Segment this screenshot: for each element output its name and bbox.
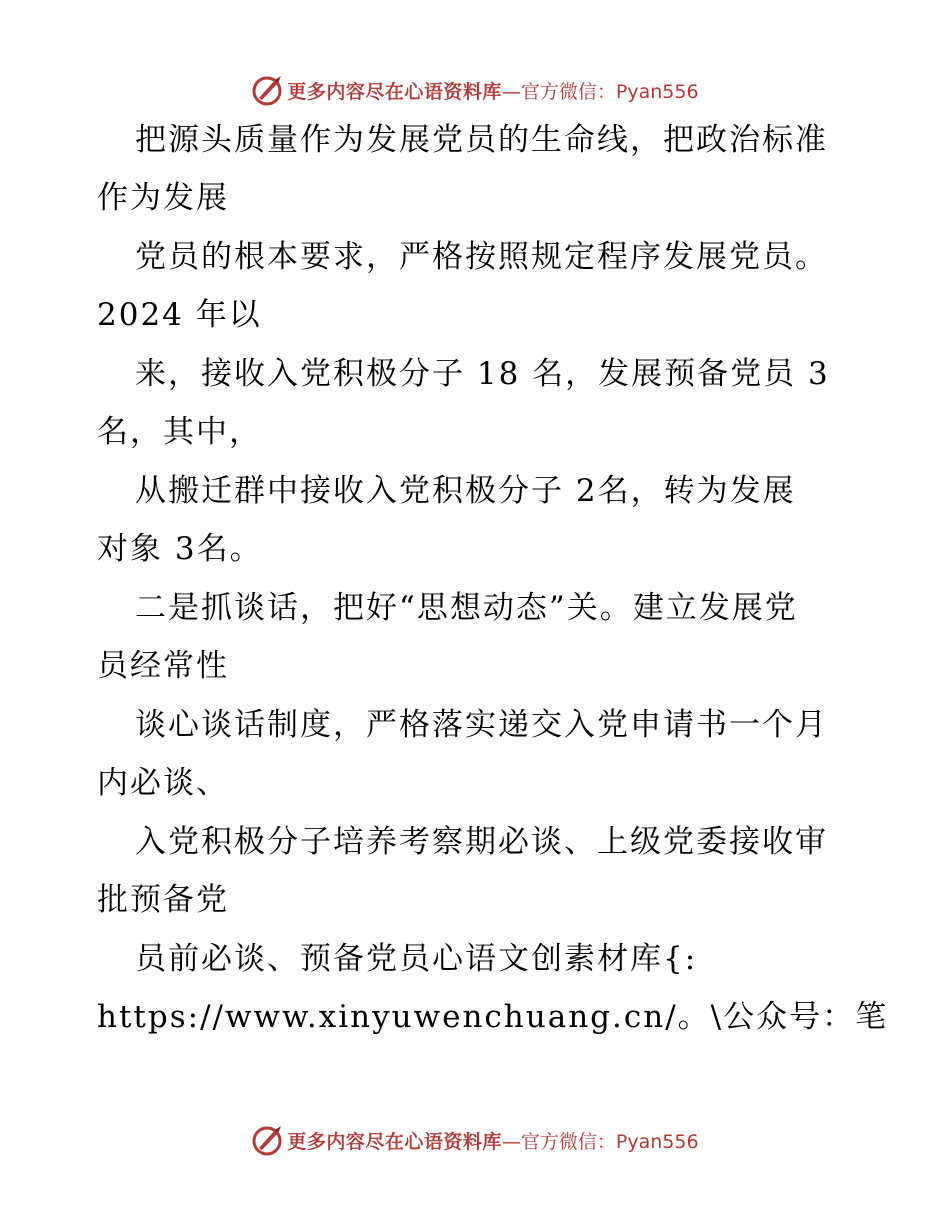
text-line: 员前必谈、预备党员心语文创素材库{: (135, 941, 698, 977)
text-line-url: https://www.xinyuwenchuang.cn/。\公众号：笔 (97, 999, 889, 1035)
header-brand-text: 更多内容尽在心语资料库 (287, 80, 502, 103)
footer-brand-text: 更多内容尽在心语资料库 (287, 1130, 502, 1153)
footer-banner (0, 1120, 950, 1160)
text-line: 入党积极分子培养考察期必谈、上级党委接收审 (135, 824, 828, 860)
text-line: 名，其中， (97, 414, 262, 450)
text-line: 二是抓谈话，把好“思想动态”关。建立发展党 (135, 590, 798, 626)
text-line: 员经常性 (97, 648, 229, 684)
quill-logo-icon (251, 1124, 283, 1156)
text-line: 党员的根本要求，严格按照规定程序发展党员。 (135, 239, 828, 275)
text-line: 作为发展 (97, 180, 229, 216)
footer-wechat-text: —官方微信：Pyan556 (501, 1130, 699, 1153)
text-line: 2024 年以 (97, 297, 262, 333)
text-line: 批预备党 (97, 882, 229, 918)
text-line: 来，接收入党积极分子 18 名，发展预备党员 3 (135, 356, 830, 392)
quill-logo-icon (251, 74, 283, 106)
text-line: 谈心谈话制度，严格落实递交入党申请书一个月 (135, 707, 828, 743)
text-line: 从搬迁群中接收入党积极分子 2名，转为发展 (135, 473, 796, 509)
text-line: 把源头质量作为发展党员的生命线，把政治标准 (135, 122, 828, 158)
text-line: 对象 3名。 (97, 531, 263, 567)
text-line: 内必谈、 (97, 765, 229, 801)
header-banner (0, 70, 950, 110)
header-wechat-text: —官方微信：Pyan556 (501, 80, 699, 103)
